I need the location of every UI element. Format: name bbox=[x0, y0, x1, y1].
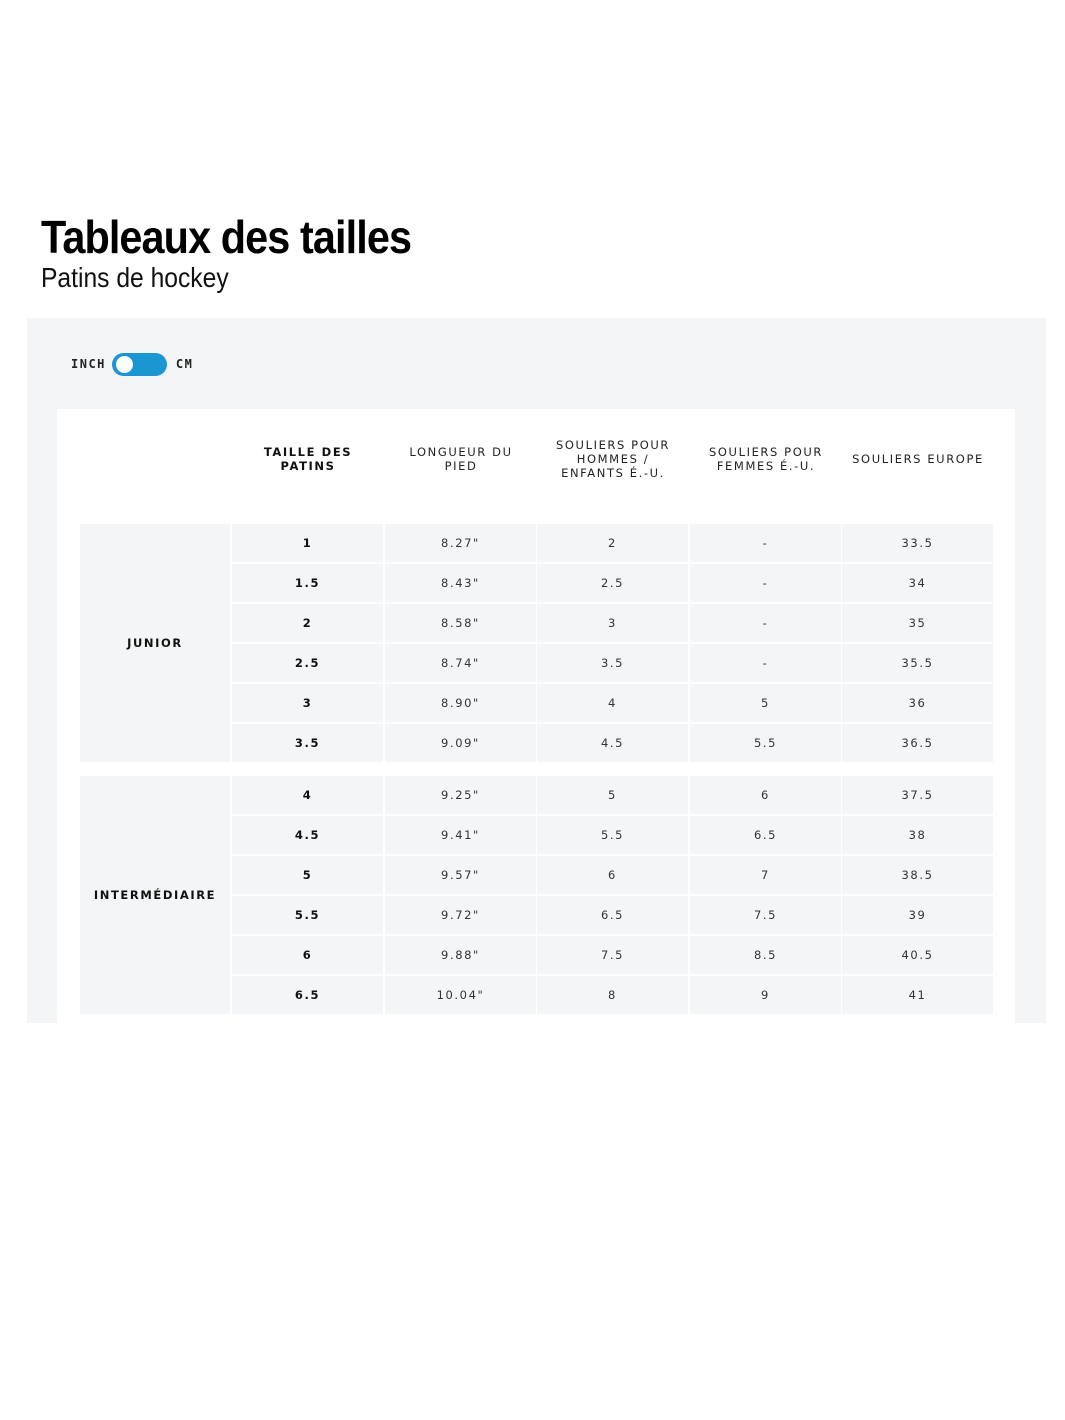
table-cell: 3.5 bbox=[232, 724, 383, 762]
table-cell: 8.58" bbox=[385, 604, 536, 642]
table-cell: 10.04" bbox=[385, 976, 536, 1014]
header-skate-size: TAILLE DES PATINS bbox=[263, 445, 353, 473]
table-cell: 35.5 bbox=[842, 644, 993, 682]
table-cell: 41 bbox=[842, 976, 993, 1014]
table-cell: 6.5 bbox=[232, 976, 383, 1014]
table-cell: 39 bbox=[842, 896, 993, 934]
table-cell: 8.43" bbox=[385, 564, 536, 602]
table-cell: 7.5 bbox=[537, 936, 688, 974]
table-cell: 7.5 bbox=[690, 896, 841, 934]
table-cell: 1.5 bbox=[232, 564, 383, 602]
header-us-women-shoes: SOULIERS POUR FEMMES É.-U. bbox=[709, 445, 823, 473]
table-cell: 4.5 bbox=[232, 816, 383, 854]
table-cell: 8.5 bbox=[690, 936, 841, 974]
unit-label-inch: INCH bbox=[71, 357, 106, 371]
table-cell: 9.09" bbox=[385, 724, 536, 762]
table-cell: 6.5 bbox=[537, 896, 688, 934]
table-cell: - bbox=[690, 604, 841, 642]
table-cell: 6 bbox=[537, 856, 688, 894]
unit-toggle-row bbox=[71, 352, 193, 376]
table-cell: 6 bbox=[232, 936, 383, 974]
table-cell: 8 bbox=[537, 976, 688, 1014]
table-cell: 4.5 bbox=[537, 724, 688, 762]
table-cell: 2.5 bbox=[537, 564, 688, 602]
table-cell: - bbox=[690, 564, 841, 602]
table-cell: 36 bbox=[842, 684, 993, 722]
table-cell: 5.5 bbox=[690, 724, 841, 762]
header-europe-shoes: SOULIERS EUROPE bbox=[852, 452, 984, 466]
table-cell: 3 bbox=[232, 684, 383, 722]
table-cell: 2 bbox=[537, 524, 688, 562]
table-cell: 8.27" bbox=[385, 524, 536, 562]
table-cell: 9.57" bbox=[385, 856, 536, 894]
table-cell: 40.5 bbox=[842, 936, 993, 974]
table-cell: 4 bbox=[232, 776, 383, 814]
page-subtitle: Patins de hockey bbox=[41, 262, 229, 293]
table-cell: 3.5 bbox=[537, 644, 688, 682]
table-cell: 5 bbox=[232, 856, 383, 894]
header-foot-length: LONGUEUR DU PIED bbox=[409, 445, 513, 473]
table-cell: 6.5 bbox=[690, 816, 841, 854]
table-cell: 6 bbox=[690, 776, 841, 814]
table-cell: 5 bbox=[537, 776, 688, 814]
group-label: INTERMÉDIAIRE bbox=[80, 776, 230, 1014]
table-cell: 38 bbox=[842, 816, 993, 854]
table-cell: 5.5 bbox=[232, 896, 383, 934]
table-cell: 1 bbox=[232, 524, 383, 562]
table-cell: 9 bbox=[690, 976, 841, 1014]
table-cell: 36.5 bbox=[842, 724, 993, 762]
table-cell: 5.5 bbox=[537, 816, 688, 854]
table-cell: 9.72" bbox=[385, 896, 536, 934]
table-cell: 8.90" bbox=[385, 684, 536, 722]
unit-label-cm: CM bbox=[175, 357, 194, 371]
table-cell: 3 bbox=[537, 604, 688, 642]
header-us-men-kids-shoes: SOULIERS POUR HOMMES / ENFANTS É.-U. bbox=[556, 438, 670, 480]
table-cell: 8.74" bbox=[385, 644, 536, 682]
table-cell: 7 bbox=[690, 856, 841, 894]
toggle-knob bbox=[116, 356, 133, 373]
unit-toggle-switch[interactable] bbox=[112, 353, 167, 376]
table-cell: 5 bbox=[690, 684, 841, 722]
table-cell: 2 bbox=[232, 604, 383, 642]
table-cell: 4 bbox=[537, 684, 688, 722]
table-cell: 9.25" bbox=[385, 776, 536, 814]
table-cell: 38.5 bbox=[842, 856, 993, 894]
table-cell: 33.5 bbox=[842, 524, 993, 562]
table-cell: - bbox=[690, 524, 841, 562]
group-label: JUNIOR bbox=[80, 524, 230, 762]
table-cell: - bbox=[690, 644, 841, 682]
table-cell: 9.41" bbox=[385, 816, 536, 854]
table-cell: 34 bbox=[842, 564, 993, 602]
table-cell: 35 bbox=[842, 604, 993, 642]
page-title: Tableaux des tailles bbox=[41, 211, 412, 263]
table-cell: 37.5 bbox=[842, 776, 993, 814]
table-cell: 2.5 bbox=[232, 644, 383, 682]
table-cell: 9.88" bbox=[385, 936, 536, 974]
